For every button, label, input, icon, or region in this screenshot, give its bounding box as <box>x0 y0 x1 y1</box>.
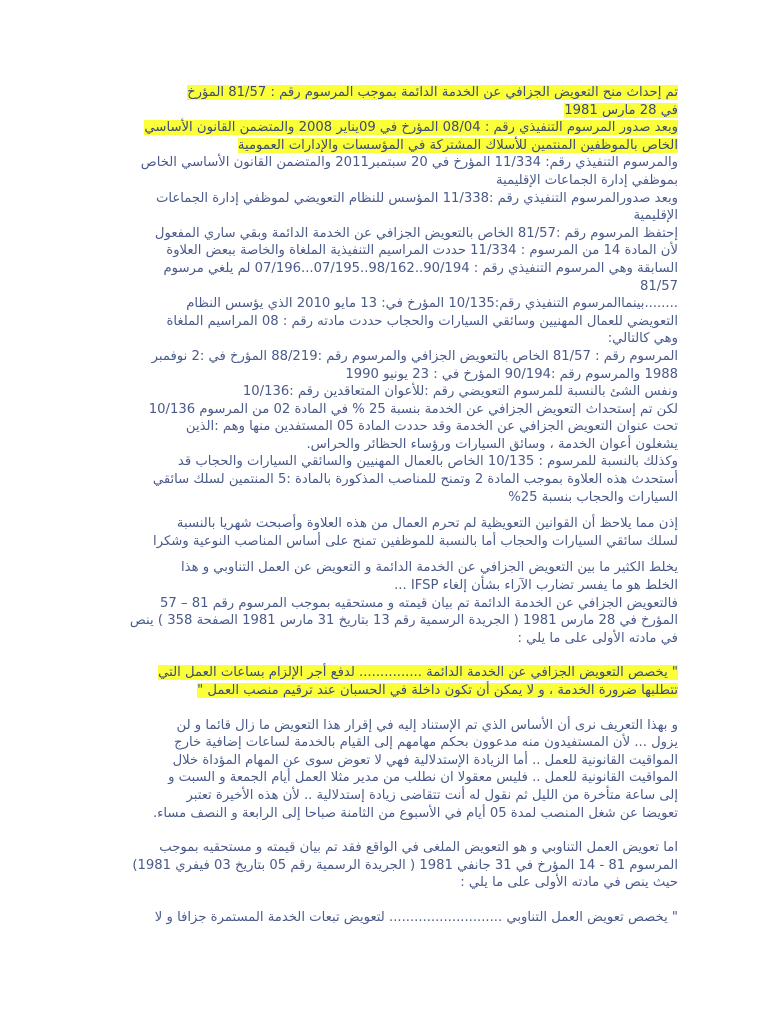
text-line: السابقة وهي المرسوم التنفيذي رقم : 90/194..98/162..07/195...07/196 لم يلغي مرسوم <box>163 260 678 276</box>
text-line: السيارات والحجاب بنسبة 25% <box>508 489 678 505</box>
paragraph <box>90 515 678 550</box>
text-line: وهي كالتالي: <box>607 331 678 347</box>
text-line: و بهذا التعريف نرى أن الأساس الذي تم الإستناد إليه في إقرار هذا التعويض ما زال قائما و لن <box>176 717 678 733</box>
text-line: إلى ساعة متأخرة من الليل ثم نقول له أنت تتقاضى زيادة إستدلالية .. لأن هذه الأخيرة تعتبر <box>186 787 678 803</box>
text-line: الخلط هو ما يفسر تضارب الآراء بشأن إلغاء IFSP ... <box>394 578 678 594</box>
text-line: المؤرخ في 28 مارس 1981 ( الجريدة الرسمية رقم 13 بتاريخ 31 مارس 1981 الصفحة 358 ) ينص <box>129 613 678 629</box>
text-line: إذن مما يلاحظ أن القوانين التعويظية لم تحرم العمال من هذه العلاوة وأصبحت شهريا بالنسبة <box>176 516 678 532</box>
paragraph <box>90 154 678 506</box>
paragraph <box>90 84 678 154</box>
paragraph-spacer <box>90 700 678 717</box>
paragraph <box>90 839 678 892</box>
text-line: التعويضي للعمال المهنيين وسائقي السيارات والحجاب حددت مادته رقم : 08 المراسيم الملغاة <box>166 313 678 329</box>
text-line: ونفس الشئ بالنسبة للمرسوم التعويضي رقم :للأعوان المتعاقدين رقم :10/136 <box>242 384 678 400</box>
text-line: في مادته الأولى على ما يلي : <box>517 630 678 646</box>
text-line: اما تعويض العمل التناوبي و هو التعويض الملغى في الواقع فقد تم بيان قيمته و مستحقيه بموجب <box>159 840 678 856</box>
paragraph-spacer <box>90 647 678 664</box>
paragraph <box>90 664 678 699</box>
paragraph-spacer <box>90 506 678 515</box>
text-line: الخاص بالموظفين المنتمين للأسلاك المشتركة في المؤسسات والإدارات العمومية <box>237 137 678 153</box>
paragraph-spacer <box>90 892 678 909</box>
text-line: تم إحداث منح التعويض الجزافي عن الخدمة الدائمة بموجب المرسوم رقم : 81/57 المؤرخ <box>187 85 678 100</box>
text-line: المرسوم رقم : 81/57 الخاص بالتعويض الجزافي والمرسوم رقم :88/219 المؤرخ في :2 نوفمبر <box>151 348 678 364</box>
text-line: تحت عنوان التعويض الجزافي عن الخدمة وقد حددت المادة 05 المستفدين منها وهم :الذين <box>185 419 678 435</box>
paragraph <box>90 909 678 927</box>
paragraph <box>90 717 678 823</box>
text-line: وبعد صدور المرسوم التنفيذي رقم : 08/04 المؤرخ في 09يناير 2008 والمتضمن القانون الأساسي <box>144 120 678 136</box>
text-line: " يخصص التعويض الجزافي عن الخدمة الدائمة ............... لدفع أجر الإلزام بساعات العمل التي <box>158 665 678 681</box>
text-line: ........بينماالمرسوم التنفيذي رقم:10/135 المؤرخ في: 13 مايو 2010 الذي يؤسس النظام <box>186 296 678 312</box>
text-line: المرسوم 81 - 14 المؤرخ في 31 جانفي 1981 ( الجريدة الرسمية رقم 05 بتاريخ 03 فيفري 1981) <box>132 857 678 873</box>
text-line: أستحدث هذه العلاوة بموجب المادة 2 وتمنح للمناصب المذكورة بالمادة :5 المنتمين لسلك سائقي <box>152 472 678 488</box>
text-line: الإقليمية <box>633 208 678 224</box>
text-line: تعويضا عن شغل المنصب لمدة 05 أيام في الأسبوع من الثامنة صباحا إلى الرابعة و النصف مساء. <box>152 805 678 821</box>
paragraph <box>90 559 678 647</box>
text-line: بموظفي إدارة الجماعات الإقليمية <box>496 172 678 188</box>
text-line: يشغلون أعوان الخدمة ، وسائق السيارات ورؤساء الحظائر والحراس. <box>306 436 678 452</box>
text-line: المواقيت القانونية للعمل .. فليس معقولا ان نطلب من مدير مثلا العمل أيام الجمعة و السبت و <box>168 770 678 786</box>
text-line: إحتفظ المرسوم رقم :81/57 الخاص بالتعويض الجزافي عن الخدمة الدائمة وبقي ساري المفعول <box>154 225 678 241</box>
text-line: لسلك سائقي السيارات والحجاب أما بالنسبة للموظفين تمنح على أساس المناصب النوعية وشكرا <box>153 533 678 549</box>
document-page <box>90 84 678 927</box>
text-line: لأن المادة 14 من المرسوم : 11/334 حددت المراسيم التنفيذية الملغاة والخاصة ببعض العلاوة <box>166 243 678 259</box>
text-line: يزول ... لأن المستفيدون منه مدعوون بحكم مهامهم إلى القيام بالخدمة لساعات إضافية خارج <box>174 735 678 751</box>
text-line: يخلط الكثير ما بين التعويض الجزافي عن الخدمة الدائمة و التعويض عن العمل التناوبي و هذا <box>181 560 678 576</box>
text-line: 1988 والمرسوم رقم :90/194 المؤرخ في : 23 يونيو 1990 <box>345 366 678 382</box>
text-line: وبعد صدورالمرسوم التنفيذي رقم :11/338 المؤسس للنظام التعويضي لموظفي إدارة الجماعات <box>155 190 678 206</box>
text-line: والمرسوم التنفيذي رقم: 11/334 المؤرخ في 20 سبتمبر2011 والمتضمن القانون الأساسي الخاص <box>140 155 678 171</box>
text-line: تتطلبها ضرورة الخدمة ، و لا يمكن أن تكون داخلة في الحسبان عند ترقيم منصب العمل " <box>197 683 678 698</box>
paragraph-spacer <box>90 822 678 839</box>
text-line: المواقيت القانونية للعمل .. أما الزيادة الإستدلالية فهي لا تعوض سوى عن المهام المؤداة خلال <box>172 752 678 768</box>
paragraph-spacer <box>90 550 678 559</box>
text-line: لكن تم إستحداث التعويض الجزافي عن الخدمة بنسبة 25 % في المادة 02 من المرسوم 10/136 <box>148 401 678 417</box>
text-line: فالتعويض الجزافي عن الخدمة الدائمة تم بيان قيمته و مستحقيه بموجب المرسوم رقم 81 – 57 <box>159 595 678 611</box>
text-line: " يخصص تعويض العمل التناوبي ........................... لتعويض تبعات الخدمة المستمرة جزافا و لا <box>154 909 678 925</box>
text-line: 81/57 <box>639 278 678 294</box>
text-line: في 28 مارس 1981 <box>564 102 678 118</box>
text-line: حيث ينص في مادته الأولى على ما يلي : <box>460 875 678 891</box>
text-line: وكذلك بالنسبة للمرسوم : 10/135 الخاص بالعمال المهنيين والسائقي السيارات والحجاب قد <box>177 454 678 470</box>
